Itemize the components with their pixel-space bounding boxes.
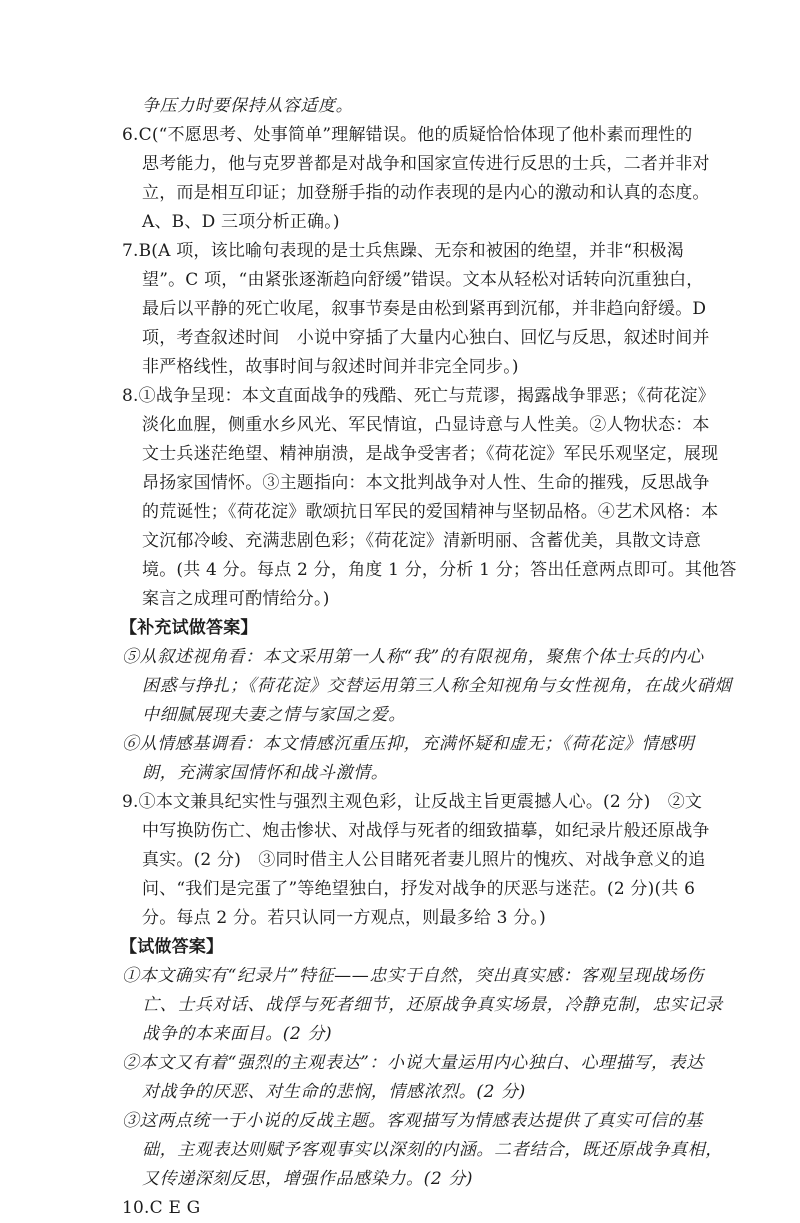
answer-line: 困惑与挣扎；《荷花淀》交替运用第三人称全知视角与女性视角，在战火硝烟	[142, 676, 732, 696]
answer-line: 朗，充满家国情怀和战斗激情。	[142, 763, 389, 783]
answer-line: ①本文确实有“纪录片”特征——忠实于自然，突出真实感：客观呈现战场伤	[122, 966, 704, 986]
answer-line: 8.①战争呈现：本文直面战争的残酷、死亡与荒谬，揭露战争罪恶；《荷花淀》	[122, 386, 715, 406]
answer-line: 案言之成理可酌情给分。)	[142, 589, 330, 609]
answer-line: 中细腻展现夫妻之情与家国之爱。	[142, 705, 406, 725]
answer-line: 文沉郁冷峻、充满悲剧色彩；《荷花淀》清新明丽、含蓄优美，具散文诗意	[142, 531, 702, 551]
answer-line: ②本文又有着“强烈的主观表达”：小说大量运用内心独白、心理描写，表达	[122, 1053, 704, 1073]
answer-line: 真实。(2 分) ③同时借主人公目睹死者妻儿照片的愧疚、对战争意义的追	[142, 850, 706, 870]
answer-line: 7.B(A 项，该比喻句表现的是士兵焦躁、无奈和被困的绝望，并非“积极渴	[122, 241, 684, 261]
answer-line: 淡化血腥，侧重水乡风光、军民情谊，凸显诗意与人性美。②人物状态：本	[142, 415, 710, 435]
answer-line: 6.C(“不愿思考、处事简单”理解错误。他的质疑恰恰体现了他朴素而理性的	[122, 125, 693, 145]
answer-line: 战争的本来面目。(2 分)	[142, 1024, 333, 1044]
answer-line: 立，而是相互印证；加登掰手指的动作表现的是内心的激动和认真的态度。	[142, 183, 710, 203]
answer-line: 中写换防伤亡、炮击惨状、对战俘与死者的细致描摹，如纪录片般还原战争	[142, 821, 710, 841]
section-heading: 【补充试做答案】	[120, 618, 258, 638]
answer-line: 10.C E G	[122, 1198, 201, 1218]
answer-text-block	[120, 92, 737, 1223]
answer-line: 争压力时要保持从容适度。	[142, 96, 354, 116]
answer-line: 思考能力，他与克罗普都是对战争和国家宣传进行反思的士兵，二者并非对	[142, 154, 710, 174]
answer-line: 9.①本文兼具纪实性与强烈主观色彩，让反战主旨更震撼人心。(2 分) ②文	[122, 792, 703, 812]
answer-line: 望”。C 项，“由紧张逐渐趋向舒缓”错误。文本从轻松对话转向沉重独白，	[142, 270, 704, 290]
answer-line: 分。每点 2 分。若只认同一方观点，则最多给 3 分。)	[142, 908, 546, 928]
answer-line: 亡、士兵对话、战俘与死者细节，还原战争真实场景，冷静克制，忠实记录	[142, 995, 723, 1015]
answer-line: 对战争的厌恶、对生命的悲悯，情感浓烈。(2 分)	[142, 1082, 526, 1102]
answer-line: 昂扬家国情怀。③主题指向：本文批判战争对人性、生命的摧残，反思战争	[142, 473, 710, 493]
answer-line: ⑤从叙述视角看：本文采用第一人称“我”的有限视角，聚焦个体士兵的内心	[122, 647, 704, 667]
answer-line: 问、“我们是完蛋了”等绝望独白，抒发对战争的厌恶与迷茫。(2 分)(共 6	[142, 879, 696, 899]
section-heading: 【试做答案】	[120, 937, 224, 957]
answer-line: ③这两点统一于小说的反战主题。客观描写为情感表达提供了真实可信的基	[122, 1111, 703, 1131]
answer-line: 最后以平静的死亡收尾，叙事节奏是由松到紧再到沉郁，并非趋向舒缓。D	[142, 299, 707, 319]
answer-line: A、B、D 三项分析正确。)	[142, 212, 340, 232]
answer-line: 项，考查叙述时间 小说中穿插了大量内心独白、回忆与反思，叙述时间并	[142, 328, 710, 348]
answer-line: 的荒诞性；《荷花淀》歌颂抗日军民的爱国精神与坚韧品格。④艺术风格：本	[142, 502, 719, 522]
answer-line: 础，主观表达则赋予客观事实以深刻的内涵。二者结合，既还原战争真相，	[142, 1140, 723, 1160]
answer-line: 文士兵迷茫绝望、精神崩溃，是战争受害者；《荷花淀》军民乐观坚定，展现	[142, 444, 719, 464]
answer-line: ⑥从情感基调看：本文情感沉重压抑，充满怀疑和虚无；《荷花淀》情感明	[122, 734, 695, 754]
answer-line: 又传递深刻反思，增强作品感染力。(2 分)	[142, 1169, 474, 1189]
answer-line: 非严格线性，故事时间与叙述时间并非完全同步。)	[142, 357, 519, 377]
answer-line: 境。(共 4 分。每点 2 分，角度 1 分，分析 1 分；答出任意两点即可。其他答	[142, 560, 737, 580]
